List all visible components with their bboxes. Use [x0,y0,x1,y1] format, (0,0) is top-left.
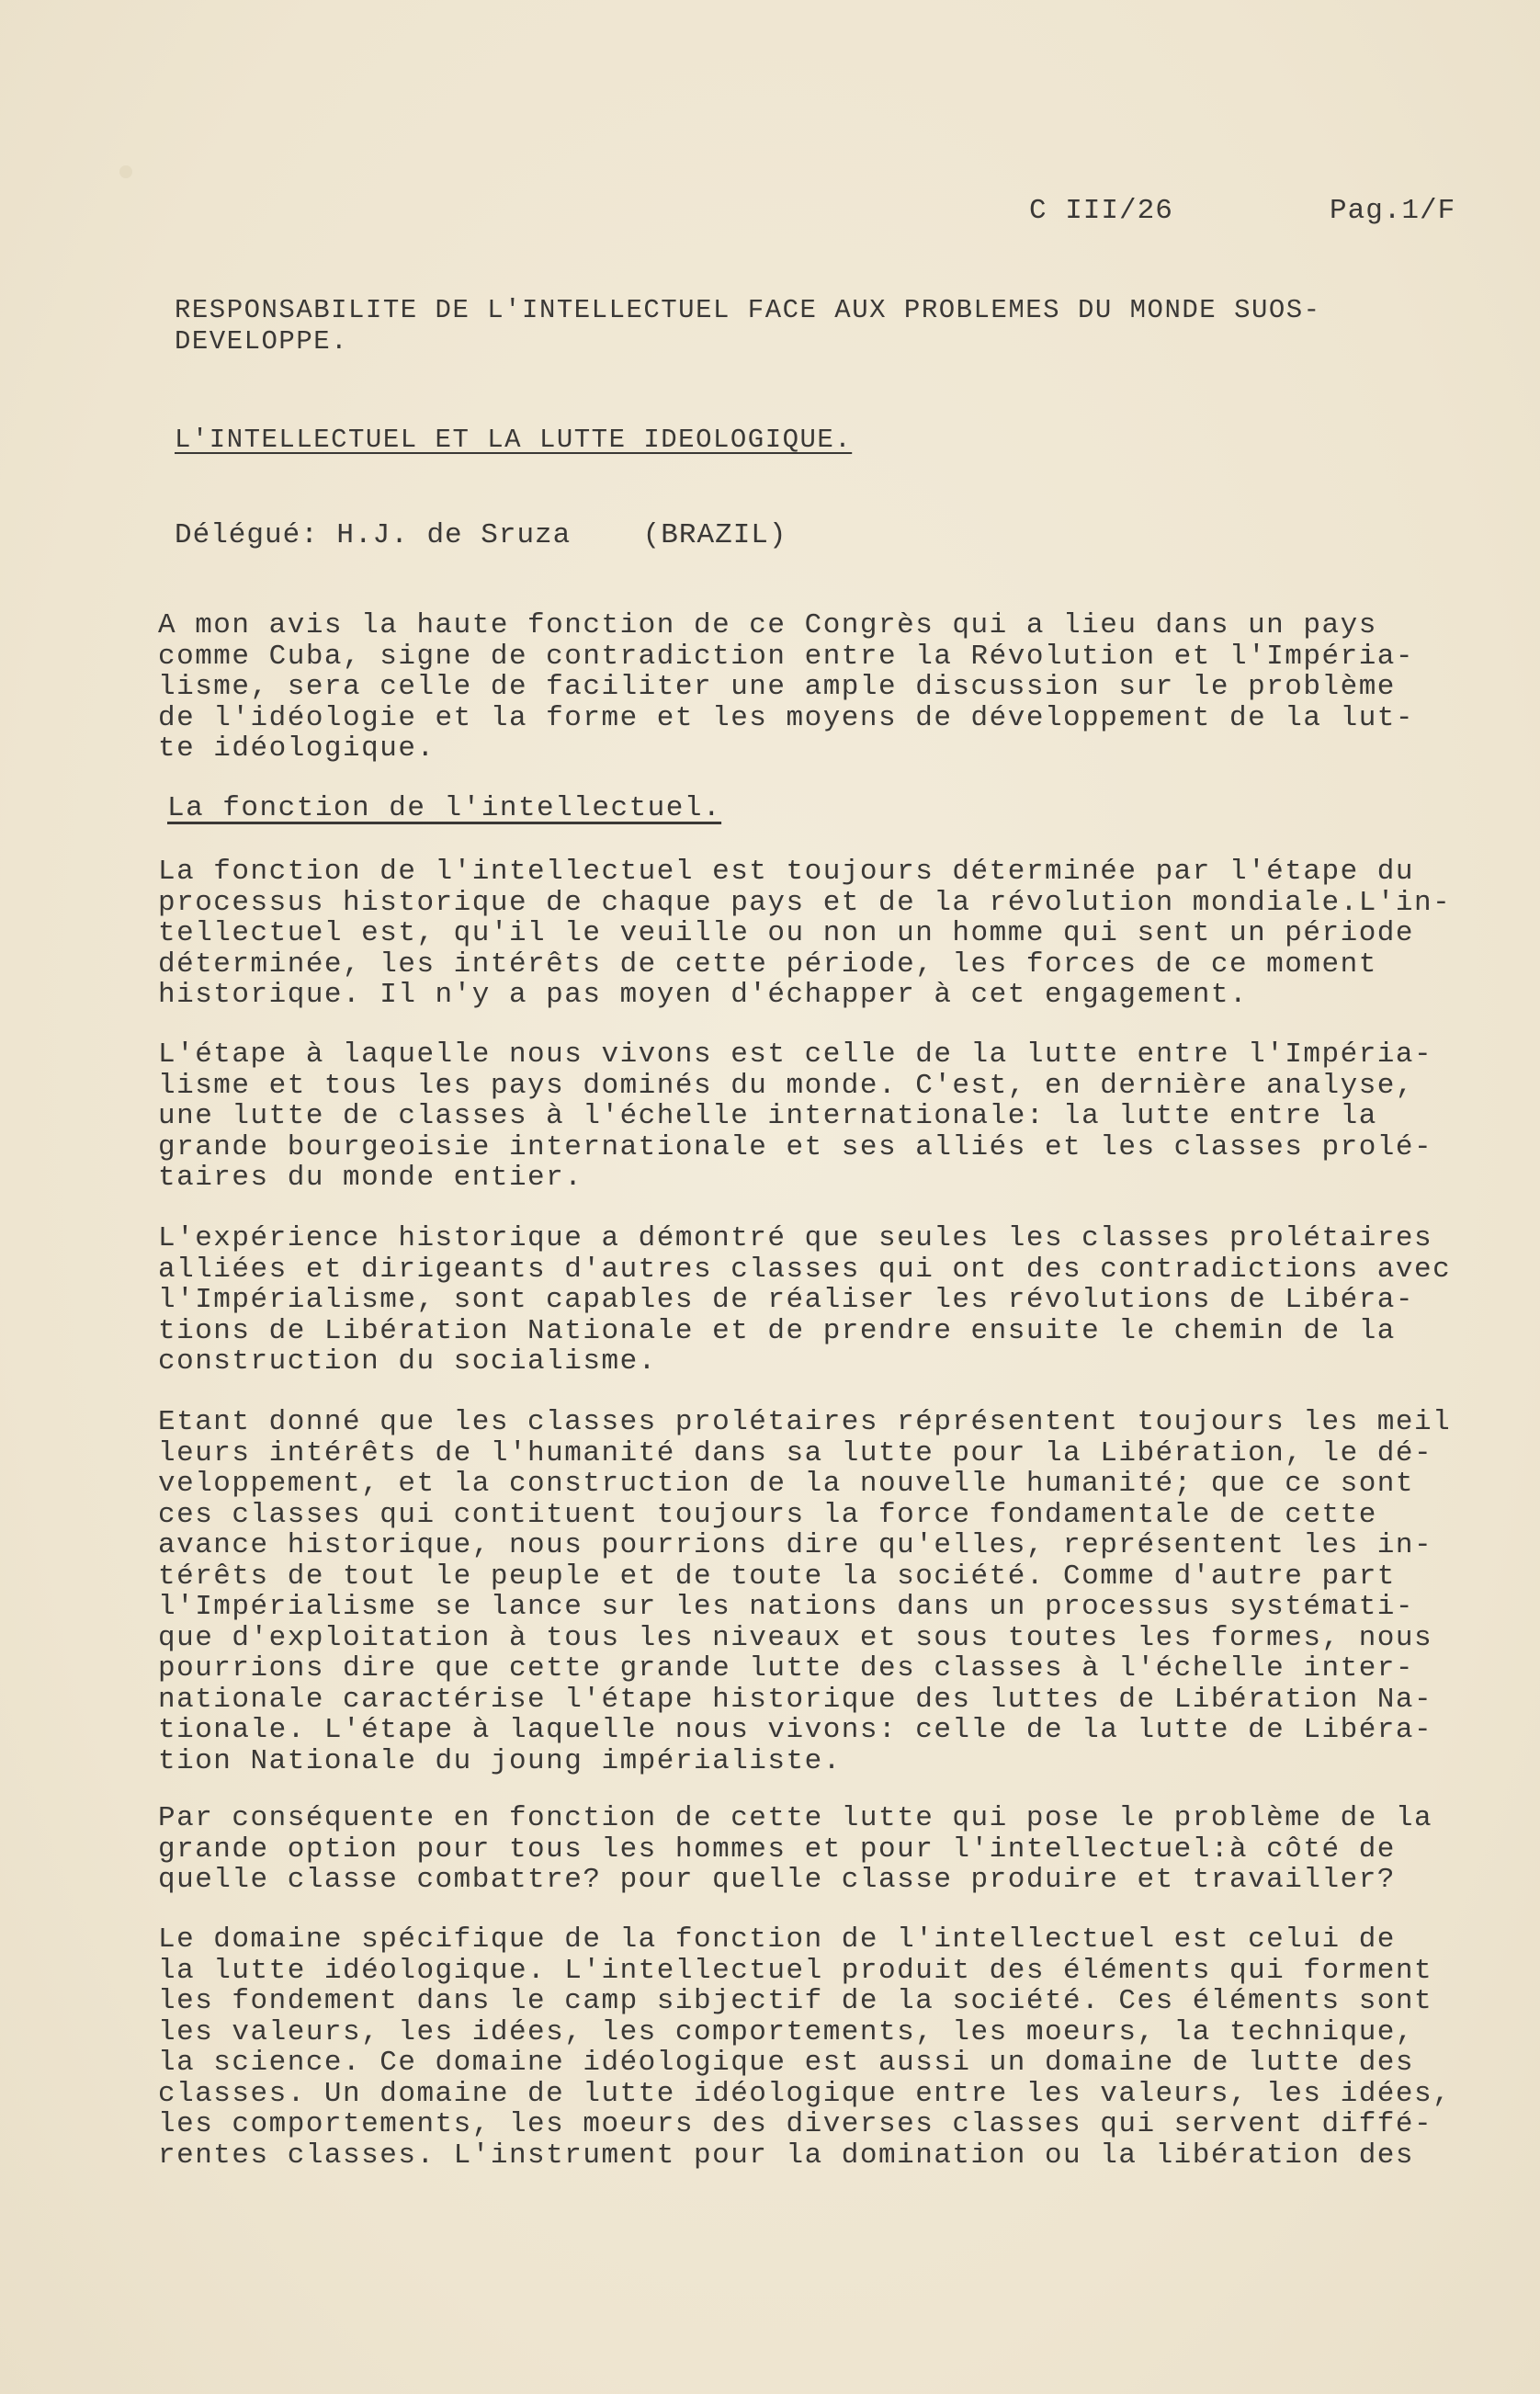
text-line: l'Impérialisme, sont capables de réaliser les révolutions de Libéra- [158,1284,1415,1316]
text-line: les comportements, les moeurs des diverses classes qui servent diffé- [158,2108,1433,2140]
text-line: grande bourgeoisie internationale et ses alliés et les classes prolé- [158,1130,1433,1163]
paragraph-domain [158,1924,1500,2171]
paragraph-stage [158,1039,1500,1194]
text-line: la lutte idéologique. L'intellectuel produit des éléments qui forment [158,1954,1433,1987]
text-line: lisme, sera celle de faciliter une ample discussion sur le problème [158,671,1396,703]
text-line: les fondement dans le camp sibjectif de la société. Ces éléments sont [158,1985,1433,2017]
text-line: L'expérience historique a démontré que seules les classes prolétaires [158,1222,1433,1254]
text-line: comme Cuba, signe de contradiction entre la Révolution et l'Impéria- [158,640,1415,673]
text-line: construction du socialisme. [158,1345,657,1378]
text-line: lisme et tous les pays dominés du monde. C'est, en dernière analyse, [158,1069,1415,1102]
paper-mark [119,165,132,178]
text-line: la science. Ce domaine idéologique est aussi un domaine de lutte des [158,2047,1415,2079]
paragraph-option [158,1803,1500,1896]
text-line: veloppement, et la construction de la nouvelle humanité; que ce sont [158,1468,1415,1500]
document-subtitle: L'INTELLECTUEL ET LA LUTTE IDEOLOGIQUE. [175,425,853,455]
text-line: Etant donné que les classes prolétaires réprésentent toujours les meil [158,1406,1452,1438]
text-line: Le domaine spécifique de la fonction de l'intellectuel est celui de [158,1923,1396,1956]
text-line: tion Nationale du joung impérialiste. [158,1744,842,1777]
text-line: l'Impérialisme se lance sur les nations dans un processus systémati- [158,1591,1415,1623]
text-line: tionale. L'étape à laquelle nous vivons: celle de la lutte de Libéra- [158,1714,1433,1746]
text-line: pourrions dire que cette grande lutte des classes à l'échelle inter- [158,1652,1415,1685]
text-line: avance historique, nous pourrions dire qu'elles, représentent les in- [158,1529,1433,1561]
text-line: quelle classe combattre? pour quelle classe produire et travailler? [158,1864,1396,1896]
text-line: tions de Libération Nationale et de prendre ensuite le chemin de la [158,1314,1396,1347]
text-line: La fonction de l'intellectuel est toujours déterminée par l'étape du [158,856,1415,888]
text-line: alliées et dirigeants d'autres classes qui ont des contradictions avec [158,1253,1452,1286]
section-heading: La fonction de l'intellectuel. [167,792,722,824]
paragraph-intro [158,610,1500,765]
text-line: L'étape à laquelle nous vivons est celle de la lutte entre l'Impéria- [158,1038,1433,1071]
text-line: une lutte de classes à l'échelle internationale: la lutte entre la [158,1100,1377,1132]
text-line: taires du monde entier. [158,1162,583,1194]
paragraph-function [158,857,1500,1011]
text-line: les valeurs, les idées, les comportements, les moeurs, la technique, [158,2015,1415,2048]
document-reference: C III/26 [1029,195,1173,227]
paragraph-classes [158,1407,1500,1776]
text-line: rentes classes. L'instrument pour la domination ou la libération des [158,2139,1415,2172]
text-line: de l'idéologie et la forme et les moyens de développement de la lut- [158,701,1415,734]
document-title [175,287,1443,357]
title-line: DEVELOPPE. [175,325,349,357]
text-line: te idéologique. [158,732,436,765]
title-line: RESPONSABILITE DE L'INTELLECTUEL FACE AUX PROBLEMES DU MONDE SUOS- [175,295,1321,325]
text-line: Par conséquente en fonction de cette lutte qui pose le problème de la [158,1802,1433,1834]
paragraph-experience [158,1223,1500,1378]
text-line: leurs intérêts de l'humanité dans sa lutte pour la Libération, le dé- [158,1436,1433,1469]
text-line: historique. Il n'y a pas moyen d'échapper à cet engagement. [158,979,1249,1011]
text-line: déterminée, les intérêts de cette période, les forces de ce moment [158,947,1377,981]
text-line: processus historique de chaque pays et de la révolution mondiale.L'in- [158,886,1452,919]
text-line: térêts de tout le peuple et de toute la société. Comme d'autre part [158,1560,1396,1593]
text-line: tellectuel est, qu'il le veuille ou non un homme qui sent un période [158,917,1415,949]
text-line: A mon avis la haute fonction de ce Congrès qui a lieu dans un pays [158,609,1377,641]
text-line: nationale caractérise l'étape historique des luttes de Libération Na- [158,1683,1433,1716]
page-number: Pag.1/F [1330,195,1456,227]
text-line: ces classes qui contituent toujours la force fondamentale de cette [158,1498,1377,1531]
text-line: que d'exploitation à tous les niveaux et sous toutes les formes, nous [158,1621,1433,1654]
text-line: grande option pour tous les hommes et pour l'intellectuel:à côté de [158,1832,1396,1866]
delegate-line: Délégué: H.J. de Sruza (BRAZIL) [175,519,787,551]
text-line: classes. Un domaine de lutte idéologique entre les valeurs, les idées, [158,2077,1452,2110]
